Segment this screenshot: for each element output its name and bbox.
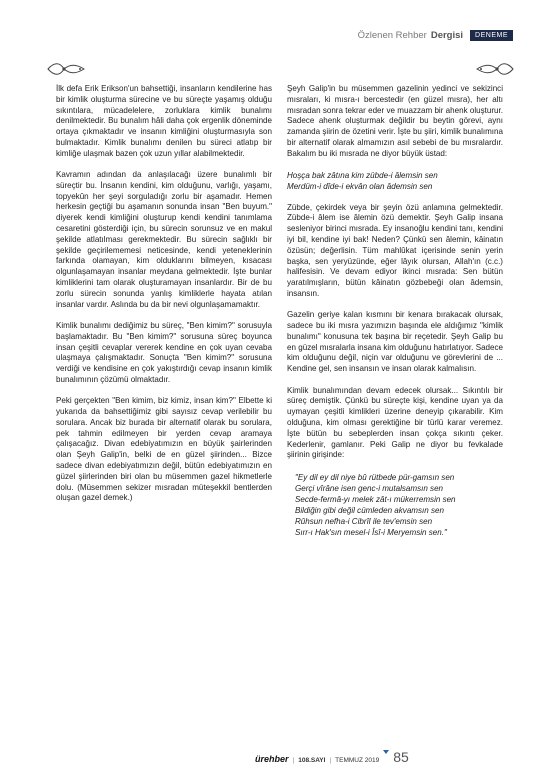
paragraph: Gazelin geriye kalan kısmını bir kenara bırakacak olursak, sadece bu iki mısra yazımızın başında ele aldığımız "kimlik bunalımı" konusuna tek başına bir reçetedir. Şeyh Galip bu en güzel mısralarla insana kim olduğunu hatırlatıyor. Sadece kim olduğunu değil, niçin var olduğunu ve görevlerini de ... Kendine gel, sen insansın ve insan olarak kalmalısın.: [287, 310, 503, 374]
paragraph: İlk defa Erik Erikson'un bahsettiği, insanların kendilerine has bir kimlik oluşturma sürecine ve bu süreçte yaşamış olduğu sıkıntılara, mücadelelere, zorluklara kimlik bunalımı denilmektedir. Bu bunalım hâli daha çok ergenlik döneminde ortaya çıkmaktadır ve insanın kimliğini oluşturmasıyla son bulmaktadır. Kimlik bunalımı denilen bu süreci atlatıp bir kimliğe ulaşmak bazen çok uzun yıllar alabilmektedir.: [56, 84, 272, 158]
section-badge: DENEME: [470, 30, 513, 41]
footer-separator: |: [329, 757, 332, 764]
article-column-left: [56, 84, 272, 515]
verse-line: Hoşça bak zâtına kim zübde-i âlemsin sen: [287, 171, 438, 181]
verse-line: Gerçi vîrâne isen genc-i mutalsamsın sen: [295, 483, 444, 493]
verse-line: Merdüm-i dîde-i ekvân olan âdemsin sen: [287, 182, 433, 192]
paragraph: Kimlik bunalımından devam edecek olursak... Sıkıntılı bir süreç demiştik. Çünkü bu süreçte kişi, kendine uyan ya da uymayan çeşitli kimlikleri üzerine deneyip çıkarabilir. Kim olduğuna, kim olması gerektiğine bir türlü karar veremez. İşte bütün bu sebeplerden insan çokça sıkıntı çeker. Kederlenir, gamlanır. Peki Galip ne diyor bu fevkalade şiirinin girişinde:: [287, 385, 503, 460]
footer-logo: ürehber: [255, 754, 289, 764]
tick-icon: [383, 750, 389, 754]
page-number: 85: [393, 749, 409, 765]
verse-stanza: [287, 472, 503, 538]
paragraph: Kavramın adından da anlaşılacağı üzere bunalımlı bir süreçtir bu. İnsanın kendini, kim olduğunu, varlığı, yaşamı, topyekûn her şeyi sorguladığı zorlu bir aşamadır. Hemen herkesin geçtiği bu aşamanın sonunda insan "Ben buyum." diyerek kendi kimliğini oluşturup kendi kendini tanımlama cesaretini gösterdiği için, bu sürecin sorunsuz ve en makul şekilde atlatılması gerekmektedir. Bu sürecin sağlıklı bir şekilde geçirilememesi neticesinde, kendi yeteneklerinin farkında olamayan, kim olduklarını bilmeyen, kısacası olgunlaşamayan insanlar meydana gelmektedir. İşte bunlar kimliklerini tam olarak oluşturamayan insanlardır. Bir de bu zorlu sürecin sonunda yanlış kimliklerle hayata atılan insanlar vardır. Aslında bu da bir nevi olgunlaşamamaktır.: [56, 170, 272, 309]
brand-name-bold: Dergisi: [430, 30, 464, 41]
verse-line: Sırr-ı Hak'sın mesel-i Îsî-i Meryemsin sen.": [295, 527, 447, 537]
verse-line: Rûhsun nefha-i Cibrîl ile tev'emsin sen: [295, 516, 433, 526]
paragraph: Zübde, çekirdek veya bir şeyin özü anlamına gelmektedir. Zübde-i âlem ise âlemin özü demektir. Şeyh Galip insana sesleniyor birinci mısrada. Ey insanoğlu kendini tanı, kendini iyi bil, kendine iyi bak! Neden? Çünkü sen âlemin, kâinatın özüsün; değerlisin. Tüm mahlûkat içerisinde senin yerin başka, sen yeryüzünde, eğer lâyık olursan, Allah'ın (c.c.) halifesisin. Ve devam ediyor ikinci mısrada: Sen bütün yaratılmışların, bütün kâinatın gözbebeği olan âdemsin, insansın.: [287, 202, 503, 298]
issue-number: 108.SAYI: [298, 757, 326, 764]
magazine-header: [358, 30, 513, 41]
verse-line: Secde-fermâ-yı melek zât-ı mükerremsin sen: [295, 494, 456, 504]
paragraph: Şeyh Galip'in bu müsemmen gazelinin yedinci ve sekizinci mısraları, ki mısra-ı bercestedir (en güzel mısra), her altı mısradan sonra tekrar eder ve muazzam bir ahenk oluşturur. Sadece ahenk oluşturmak değildir bu beytin görevi, aynı zamanda şiirin de özetini verir. İşte bu şiiri, kimlik bunalımına bir alternatif olarak almamızın asıl sebebi de bu mısralardır. Bakalım bu iki mısrada ne diyor büyük üstad:: [287, 84, 503, 158]
verse-couplet: [287, 170, 503, 192]
brand-name-light: Özlenen Rehber: [357, 30, 427, 41]
paragraph: Peki gerçekten "Ben kimim, biz kimiz, insan kim?" Elbette ki yukarıda da bahsettiğimiz gibi sayısız cevap verilebilir bu sorulara. Ancak biz burada bir alternatif olarak bu sorulara, pek tahmin edilmeyen bir yerden cevap aramaya çalışacağız. Divan edebiyatımızın en büyük şairlerinden olan Şeyh Galip'in, belki de en güzel şiirinden... Bizce sadece divan edebiyatımızın değil, bütün edebiyatımızın en güzel şiirlerinden biri olan bu müsemmen gazel hikmetlerle dolu. (Müsemmen sekizer mısradan müteşekkil bentlerden oluşan gazel demek.): [56, 396, 272, 503]
verse-line: "Ey dil ey dil niye bû rütbede pür-gamsın sen: [295, 472, 455, 482]
ornament-left-icon: [46, 60, 86, 78]
page-footer: [255, 750, 409, 764]
footer-separator: |: [292, 757, 295, 764]
article-column-right: [287, 84, 503, 548]
paragraph: Kimlik bunalımı dediğimiz bu süreç, "Ben kimim?" sorusuyla başlamaktadır. Bu "Ben kimim?" sorusuna süreç boyunca insan çeşitli cevaplar vererek kendine en çok uyan cevaba ulaşmaya çalışmaktadır. Sonuçta "Ben kimim?" sorusuna verdiği ve kendisine en çok yakıştırdığı cevap insanın kimlik bunalımının çözümü olmaktadır.: [56, 320, 272, 384]
ornament-right-icon: [475, 60, 515, 78]
issue-date: TEMMUZ 2019: [335, 757, 380, 764]
verse-line: Bildiğin gibi değil cümleden akvamsın sen: [295, 505, 444, 515]
